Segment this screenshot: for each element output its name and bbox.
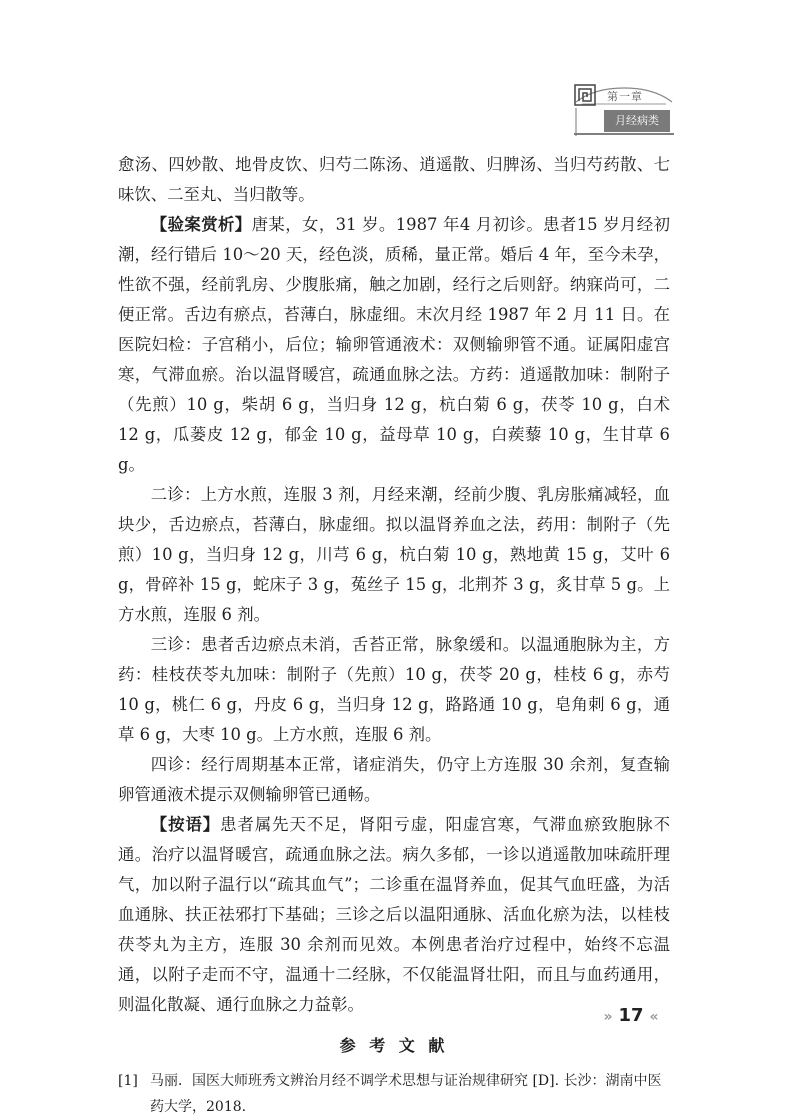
page-right-arrow-icon: « (649, 1009, 659, 1025)
chapter-header (574, 84, 674, 140)
main-content (118, 150, 670, 1120)
paragraph-case-study (118, 210, 670, 480)
commentary-text: 患者属先天不足，肾阳亏虚，阳虚宫寒，气滞血瘀致胞脉不通。治疗以温肾暖宫，疏通血脉之法。病久多郁，一诊以逍遥散加味疏肝理气，加以附子温行以“疏其血气”；二诊重在温肾养血，促其气血旺盛，为活血通脉、扶正祛邪打下基础；三诊之后以温阳通脉、活血化瘀为法，以桂枝茯苓丸为主方，连服 30 余剂而见效。本例患者治疗过程中，始终不忘温通，以附子走而不守，温通十二经脉，不仅能温肾壮阳，而且与血药通用，则温化散凝、通行血脉之力益彰。 (118, 815, 671, 1014)
header-chapter-number: 第一章 (607, 90, 643, 103)
spiral-square-icon (574, 84, 596, 106)
page-left-arrow-icon: » (603, 1009, 613, 1025)
commentary-label: 【按语】 (150, 815, 221, 834)
paragraph-second-visit: 二诊：上方水煎，连服 3 剂，月经来潮，经前少腹、乳房胀痛减轻，血块少，舌边瘀点，苔薄白，脉虚细。拟以温肾养血之法，药用：制附子（先煎）10 g，当归身 12 g，川芎 6 g，杭白菊 10 g，熟地黄 15 g，艾叶 6 g，骨碎补 15 g，蛇床子 3 g，菟丝子 15 g，北荆芥 3 g，炙甘草 5 g。上方水煎，连服 6 剂。 (118, 485, 670, 624)
reference-item (118, 1068, 670, 1120)
case-study-label: 【验案赏析】 (150, 215, 252, 234)
paragraph-commentary (118, 810, 670, 1020)
page-number: 17 (618, 1005, 644, 1026)
paragraph-fourth-visit: 四诊：经行周期基本正常，诸症消失，仍守上方连服 30 余剂，复查输卵管通液术提示双侧输卵管已通畅。 (118, 755, 670, 804)
paragraph-formula-list: 愈汤、四妙散、地骨皮饮、归芍二陈汤、逍遥散、归脾汤、当归芍药散、七味饮、二至丸、当归散等。 (118, 155, 670, 204)
page-number-block (600, 1004, 670, 1028)
case-study-text: 唐某，女，31 岁。1987 年4 月初诊。患者15 岁月经初潮，经行错后 10～20 天，经色淡，质稀，量正常。婚后 4 年，至今未孕，性欲不强，经前乳房、少腹胀痛，触之加剧，经行之后则舒。纳寐尚可，二便正常。舌边有瘀点，苔薄白，脉虚细。末次月经 1987 年 2 月 11 日。在医院妇检：子宫稍小，后位；输卵管通液术：双侧输卵管不通。证属阳虚宫寒，气滞血瘀。治以温肾暖宫，疏通血脉之法。方药：逍遥散加味：制附子（先煎）10 g，柴胡 6 g，当归身 12 g，杭白菊 6 g，茯苓 10 g，白术 12 g，瓜蒌皮 12 g，郁金 10 g，益母草 10 g，白蒺藜 10 g，生甘草 6 g。 (118, 215, 671, 474)
references-title: 参 考 文 献 (339, 1036, 449, 1055)
reference-number: [1] (118, 1073, 138, 1089)
reference-text: 马丽．国医大师班秀文辨治月经不调学术思想与证治规律研究 [D]. 长沙：湖南中医药大学，2018. (150, 1073, 662, 1115)
header-chapter-title: 月经病类 (604, 110, 670, 132)
paragraph-third-visit: 三诊：患者舌边瘀点未消，舌苔正常，脉象缓和。以温通胞脉为主，方药：桂枝茯苓丸加味：制附子（先煎）10 g，茯苓 20 g，桂枝 6 g，赤芍 10 g，桃仁 6 g，丹皮 6 g，当归身 12 g，路路通 10 g，皂角刺 6 g，通草 6 g，大枣 10 g。上方水煎，连服 6 剂。 (118, 635, 670, 744)
